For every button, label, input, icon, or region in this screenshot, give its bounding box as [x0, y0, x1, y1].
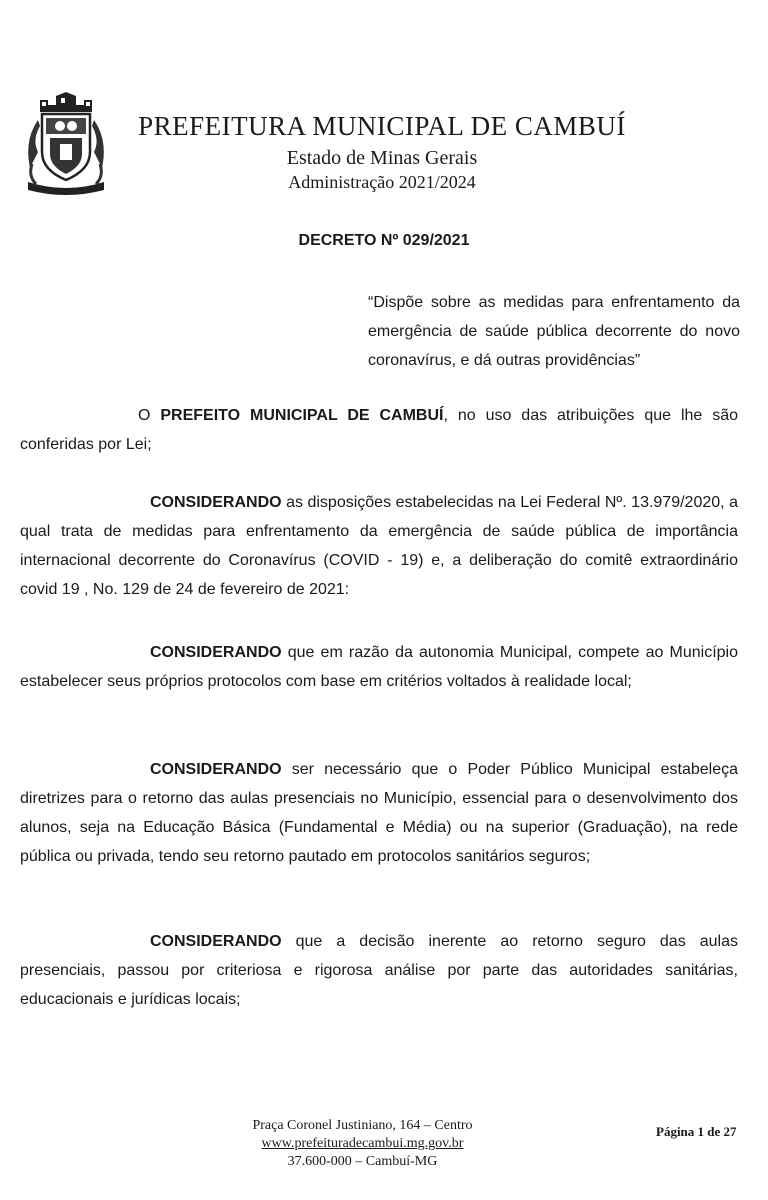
footer-address: Praça Coronel Justiniano, 164 – Centro	[252, 1118, 473, 1133]
paragraph-considerando-2	[20, 638, 738, 696]
preamble-text: , no uso das atribuições que lhe são conferidas por Lei;	[20, 407, 739, 453]
considerando-label: CONSIDERANDO	[150, 933, 282, 950]
paragraph-considerando-3	[20, 755, 738, 871]
paragraph-considerando-1	[20, 488, 738, 604]
considerando-text: que a decisão inerente ao retorno seguro das aulas presenciais, passou por criteriosa e rigorosa análise por parte das autoridades sanitárias, educacionais e jurídicas locais;	[20, 933, 738, 1008]
page-number: Página 1 de 27	[656, 1124, 737, 1139]
considerando-text: que em razão da autonomia Municipal, compete ao Município estabelecer seus próprios protocolos com base em critérios voltados à realidade local;	[20, 644, 738, 690]
footer-website-link[interactable]: www.prefeituradecambui.mg.gov.br	[261, 1136, 464, 1151]
city-hall-title: PREFEITURA MUNICIPAL DE CAMBUÍ	[138, 111, 626, 141]
considerando-text: ser necessário que o Poder Público Municipal estabeleça diretrizes para o retorno das aulas presenciais no Município, essencial para o desenvolvimento dos alunos, seja na Educação Básica (Fundamental e Média) ou na superior (Graduação), na rede pública ou privada, tendo seu retorno pautado em protocolos sanitários seguros;	[20, 761, 738, 865]
decree-number: DECRETO Nº 029/2021	[298, 232, 470, 249]
coat-of-arms-icon	[20, 90, 112, 198]
considerando-label: CONSIDERANDO	[150, 761, 282, 778]
considerando-label: CONSIDERANDO	[150, 644, 282, 661]
footer-cep: 37.600-000 – Cambuí-MG	[287, 1154, 438, 1169]
paragraph-considerando-4	[20, 927, 738, 1014]
considerando-text: as disposições estabelecidas na Lei Federal Nº. 13.979/2020, a qual trata de medidas para enfrentamento da emergência de saúde pública de importância internacional decorrente do Coronavírus (COVID - 19) e, a deliberação do comitê extraordinário covid 19 , No. 129 de 24 de fevereiro de 2021:	[20, 494, 738, 598]
footer-address-block	[200, 1117, 525, 1171]
paragraph-preamble	[20, 401, 738, 459]
mayor-title: PREFEITO MUNICIPAL DE CAMBUÍ	[160, 407, 444, 424]
administration-period: Administração 2021/2024	[288, 172, 476, 192]
letterhead	[112, 110, 652, 194]
preamble-prefix: O	[138, 407, 161, 424]
state-name: Estado de Minas Gerais	[286, 147, 478, 169]
considerando-label: CONSIDERANDO	[150, 494, 282, 511]
decree-ementa: “Dispõe sobre as medidas para enfrentamento da emergência de saúde pública decorrente do novo coronavírus, e dá outras providências”	[368, 294, 740, 369]
